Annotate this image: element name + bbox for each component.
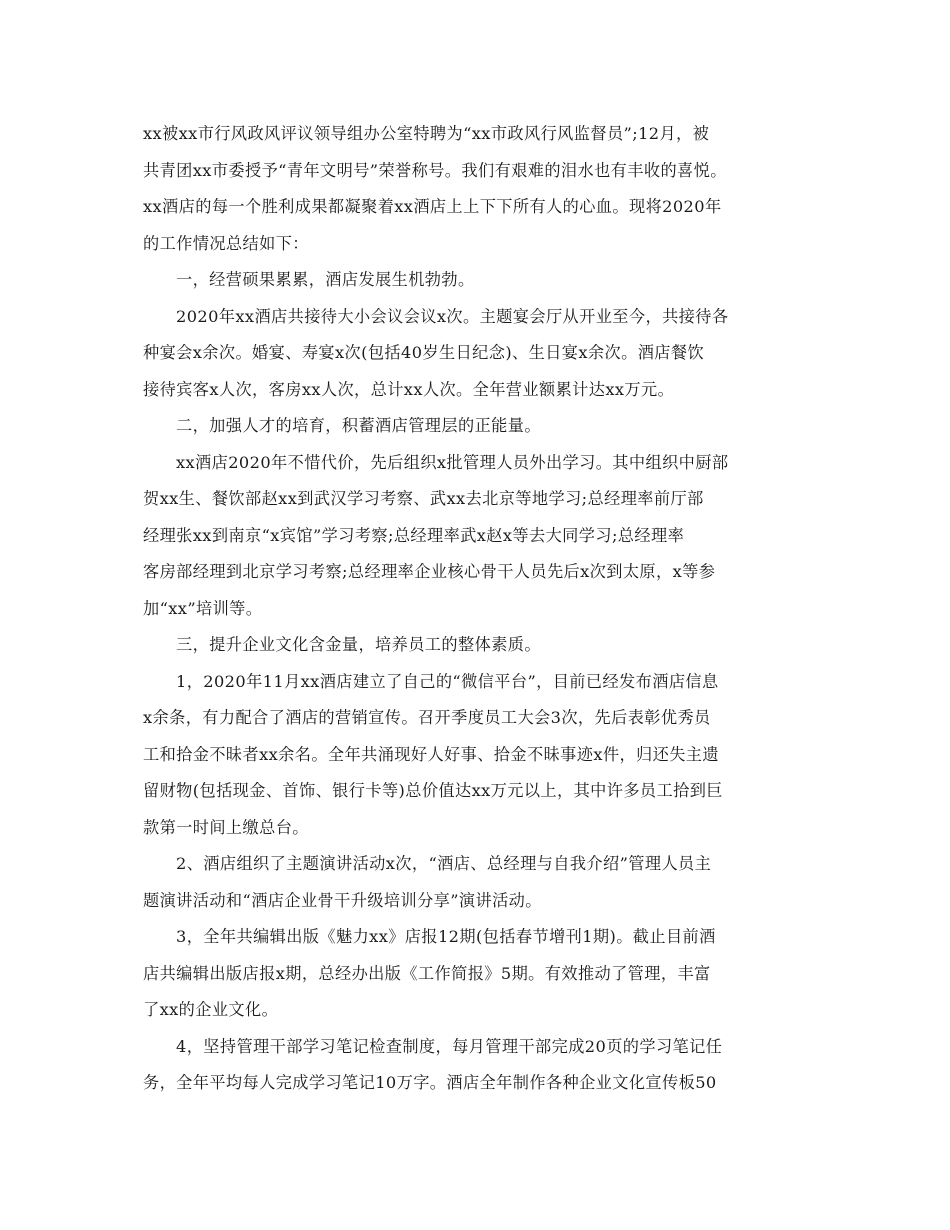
paragraph-start: 4，坚持管理干部学习笔记检查制度，每月管理干部完成20页的学习笔记任	[176, 1036, 723, 1056]
text-line: 工和拾金不昧者xx余名。全年共涌现好人好事、拾金不昧事迹x件，归还失主遗	[143, 744, 719, 764]
paragraph-start: 1，2020年11月xx酒店建立了自己的“微信平台”，目前已经发布酒店信息	[176, 671, 719, 691]
text-line: 留财物(包括现金、首饰、银行卡等)总价值达xx万元以上，其中许多员工拾到巨	[143, 781, 723, 800]
text-line: 店共编辑出版店报x期，总经办出版《工作简报》5期。有效推动了管理，丰富	[143, 963, 711, 983]
paragraph-start: 3，全年共编辑出版《魅力xx》店报12期(包括春节增刊1期)。截止目前酒	[176, 927, 716, 946]
document-body	[143, 116, 823, 1102]
text-line: 务，全年平均每人完成学习笔记10万字。酒店全年制作各种企业文化宣传板50	[143, 1073, 717, 1092]
section-heading: 二，加强人才的培育，积蓄酒店管理层的正能量。	[176, 416, 541, 435]
text-line: 客房部经理到北京学习考察;总经理率企业核心骨干人员先后x次到太原，x等参	[143, 562, 716, 581]
text-line: x余条，有力配合了酒店的营销宣传。召开季度员工大会3次，先后表彰优秀员	[143, 708, 711, 727]
text-line: 接待宾客x人次，客房xx人次，总计xx人次。全年营业额累计达xx万元。	[143, 379, 675, 399]
section-heading: 三，提升企业文化含金量，培养员工的整体素质。	[176, 635, 541, 654]
text-line: 的工作情况总结如下：	[143, 233, 309, 253]
text-line: xx酒店的每一个胜利成果都凝聚着xx酒店上上下下所有人的心血。现将2020年	[143, 197, 722, 216]
text-line: 题演讲活动和“酒店企业骨干升级培训分享”演讲活动。	[143, 890, 542, 910]
text-line: 种宴会x余次。婚宴、寿宴x次(包括40岁生日纪念)、生日宴x余次。酒店餐饮	[143, 343, 705, 362]
text-line: 贺xx生、餐饮部赵xx到武汉学习考察、武xx去北京等地学习;总经理率前厅部	[143, 489, 704, 508]
text-line: xx被xx市行风政风评议领导组办公室特聘为“xx市政风行风监督员”;12月，被	[143, 124, 710, 143]
text-line: 经理张xx到南京“x宾馆”学习考察;总经理率武x赵x等去大同学习;总经理率	[143, 525, 685, 545]
text-line: 了xx的企业文化。	[143, 1000, 279, 1019]
section-heading: 一，经营硕果累累，酒店发展生机勃勃。	[176, 270, 475, 289]
text-line: 共青团xx市委授予“青年文明号”荣誉称号。我们有艰难的泪水也有丰收的喜悦。	[143, 160, 727, 180]
text-line: 加“xx”培训等。	[143, 598, 263, 618]
paragraph-start: 2020年xx酒店共接待大小会议会议x次。主题宴会厅从开业至今，共接待各	[176, 306, 729, 326]
paragraph-start: 2、酒店组织了主题演讲活动x次，“酒店、总经理与自我介绍”管理人员主	[176, 854, 712, 873]
text-line: 款第一时间上缴总台。	[143, 817, 309, 837]
paragraph-start: xx酒店2020年不惜代价，先后组织x批管理人员外出学习。其中组织中厨部	[176, 452, 729, 472]
